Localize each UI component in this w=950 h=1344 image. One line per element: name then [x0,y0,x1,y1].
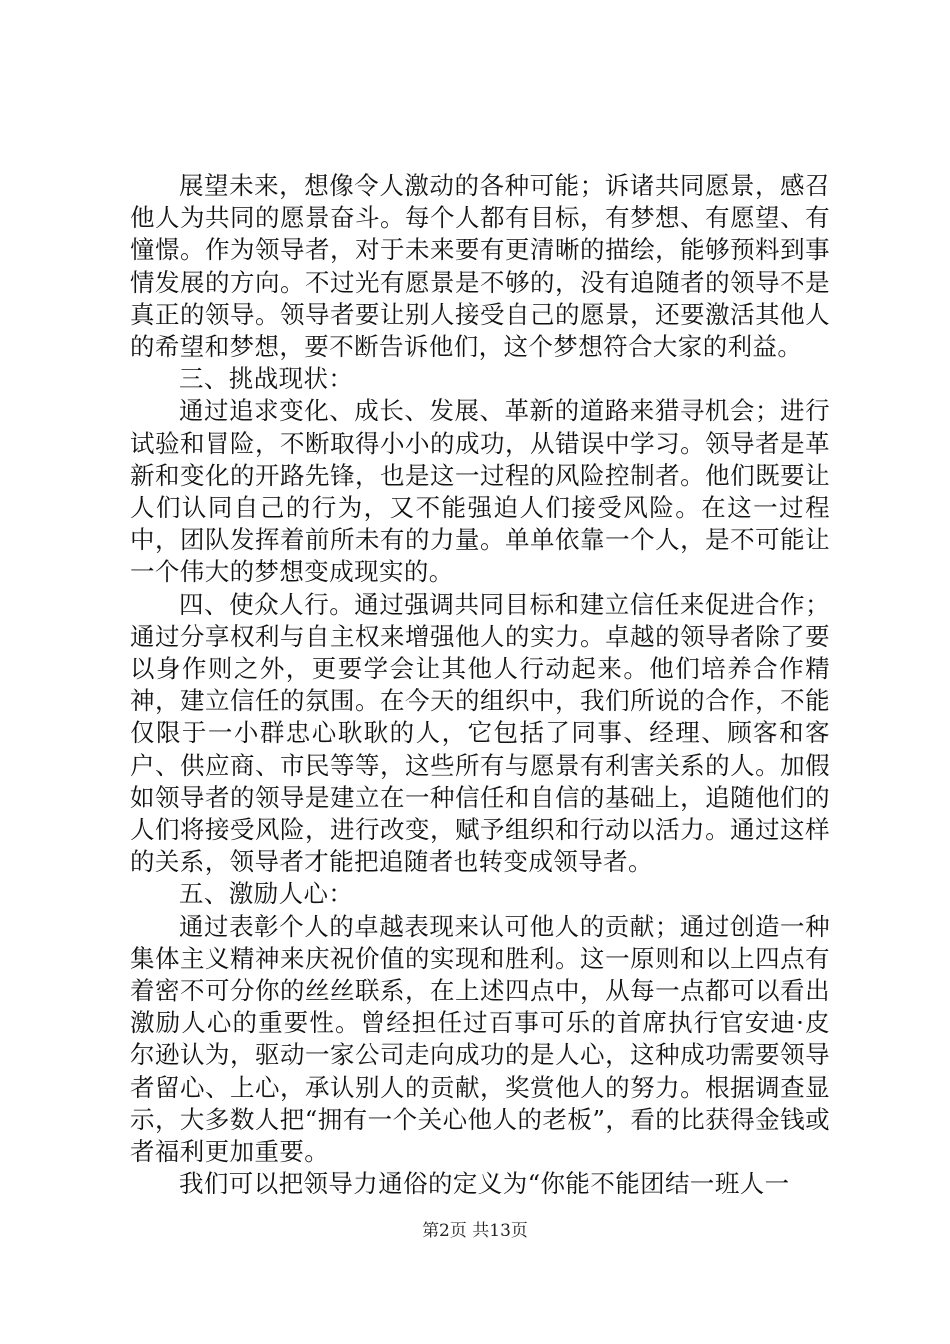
paragraph-enable-others: 四、使众人行。通过强调共同目标和建立信任来促进合作；通过分享权利与自主权来增强他人的实力。卓越的领导者除了要以身作则之外，更要学会让其他人行动起来。他们培养合作精神，建立信任的氛围。在今天的组织中，我们所说的合作，不能仅限于一小群忠心耿耿的人，它包括了同事、经理、顾客和客户、供应商、市民等等，这些所有与愿景有利害关系的人。加假如领导者的领导是建立在一种信任和自信的基础上，追随他们的人们将接受风险，进行改变，赋予组织和行动以活力。通过这样的关系，领导者才能把追随者也转变成领导者。 [130,589,830,877]
section-heading-challenge: 三、挑战现状： [179,364,354,394]
paragraph-encourage: 通过表彰个人的卓越表现来认可他人的贡献；通过创造一种集体主义精神来庆祝价值的实现和胜利。这一原则和以上四点有着密不可分你的丝丝联系，在上述四点中，从每一点都可以看出激励人心的重要性。曾经担任过百事可乐的首席执行官安迪·皮尔逊认为，驱动一家公司走向成功的是人心，这种成功需要领导者留心、上心，承认别人的贡献，奖赏他人的努力。根据调查显示，大多数人把“拥有一个关心他人的老板”，看的比获得金钱或者福利更加重要。 [130,911,830,1167]
page-number-footer: 第2页 共13页 [422,1221,528,1241]
paragraph-vision: 展望未来，想像令人激动的各种可能；诉诸共同愿景，感召他人为共同的愿景奋斗。每个人都有目标，有梦想、有愿望、有憧憬。作为领导者，对于未来要有更清晰的描绘，能够预料到事情发展的方向。不过光有愿景是不够的，没有追随者的领导不是真正的领导。领导者要让别人接受自己的愿景，还要激活其他人的希望和梦想，要不断告诉他们，这个梦想符合大家的利益。 [130,171,830,362]
paragraph-challenge: 通过追求变化、成长、发展、革新的道路来猎寻机会；进行试验和冒险，不断取得小小的成功，从错误中学习。领导者是革新和变化的开路先锋，也是这一过程的风险控制者。他们既要让人们认同自己的行为，又不能强迫人们接受风险。在这一过程中，团队发挥着前所未有的力量。单单依靠一个人，是不可能让一个伟大的梦想变成现实的。 [130,396,830,587]
paragraph-definition: 我们可以把领导力通俗的定义为“你能不能团结一班人一 [179,1169,790,1199]
section-heading-encourage: 五、激励人心： [179,879,354,909]
document-body [130,170,830,1201]
